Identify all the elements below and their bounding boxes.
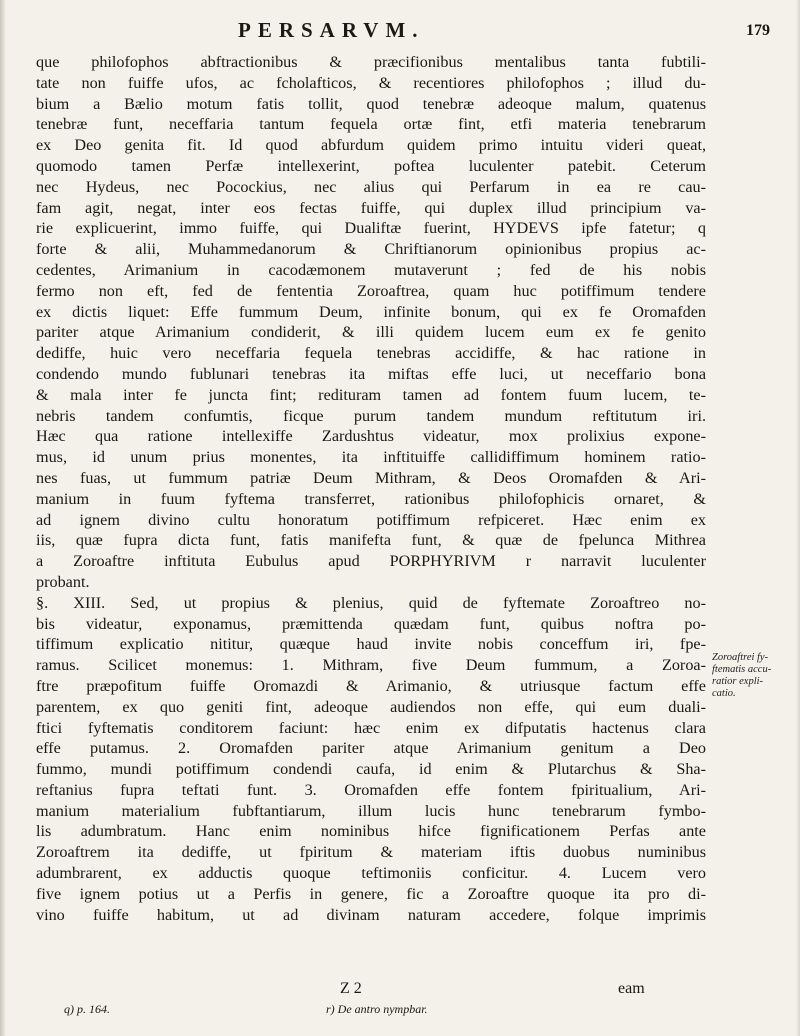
margin-note-line: ftematis accu-: [712, 664, 772, 675]
page-header: [0, 18, 800, 48]
page-number: 179: [746, 22, 770, 39]
text-line: ad ignem divino cultu honoratum potiffimum refpiceret. Hæc enim ex: [36, 510, 706, 529]
margin-note: [712, 652, 794, 700]
text-line: ftici fyftematis conditorem faciunt: hæc enim ex difputatis hactenus clara: [36, 718, 706, 737]
text-line: condendo mundo fublunari tenebras ita miftas effe luci, ut neceffario bona: [36, 364, 706, 383]
text-line: fummo, mundi potiffimum condendi caufa, id enim & Plutarchus & Sha-: [36, 760, 706, 779]
text-line: & mala inter fe juncta fint; redituram tamen ad fontem fuum lucem, te-: [36, 385, 706, 404]
text-line: §. XIII. Sed, ut propius & plenius, quid de fyftemate Zoroaftreo no-: [36, 593, 706, 612]
page-edge-left: [0, 0, 6, 1036]
text-line: bis videatur, exponamus, præmittenda quædam funt, quibus noftra po-: [36, 614, 706, 633]
page-footer: [0, 980, 800, 1024]
page-edge-right: [796, 0, 800, 1036]
text-line: tiffimum explicatio nititur, quæque haud invite nobis conceffum iri, fpe-: [36, 635, 706, 654]
text-line: manium materialium fubftantiarum, illum lucis hunc tenebrarum fymbo-: [36, 801, 706, 820]
text-line: tate non fuiffe ufos, ac fcholafticos, & recentiores philofophos ; illud du-: [36, 73, 706, 92]
text-line: nec Hydeus, nec Pocockius, nec alius qui Perfarum in ea re cau-: [36, 177, 706, 196]
text-line: bium a Bælio motum fatis tollit, quod tenebræ adeoque malum, quatenus: [36, 94, 706, 113]
text-line: mus, id unum prius monentes, ita inftituiffe callidiffimum hominem ratio-: [36, 448, 706, 467]
text-line: nes fuas, ut fummum patriæ Deum Mithram, & Deos Oromafden & Ari-: [36, 468, 706, 487]
text-line: a Zoroaftre inftituta Eubulus apud PORPHYRIVM r narravit luculenter: [36, 552, 706, 571]
text-line: fermo non eft, fed de fententia Zoroaftrea, quam huc potiffimum tendere: [36, 281, 706, 300]
text-line: ex Deo genita fit. Id quod abfurdum quidem primo intuitu videri queat,: [36, 136, 706, 155]
text-line: manium in fuum fyftema transferret, rationibus philofophicis ornaret, &: [36, 489, 706, 508]
text-line: Zoroaftrem ita dediffe, ut fpiritum & materiam iftis duobus numinibus: [36, 843, 706, 862]
text-line: fam agit, negat, inter eos fectas fuiffe, qui duplex illud principium va-: [36, 198, 706, 217]
footnote-q: q) p. 164.: [64, 1002, 110, 1016]
text-line: nebris tandem confumtis, ficque purum tandem mundum reftitutum iri.: [36, 406, 706, 425]
text-line: ftre præpofitum fuiffe Oromazdi & Arimanio, & utriusque factum effe: [36, 676, 706, 695]
running-head: PERSARVM.: [238, 18, 425, 42]
text-line: pariter atque Arimanium condiderit, & illi quidem lucem eum ex fe genito: [36, 323, 706, 342]
catchword: eam: [618, 980, 645, 997]
text-line: rie explicuerint, immo fuiffe, qui Dualiftæ fuerint, HYDEVS ipfe fatetur; q: [36, 219, 706, 238]
text-line: adumbrarent, ex adductis quoque teftimoniis conficitur. 4. Lucem vero: [36, 864, 706, 883]
text-line: probant.: [36, 572, 90, 591]
text-line: ex dictis liquet: Effe fummum Deum, infinite bonum, qui ex fe Oromafden: [36, 302, 706, 321]
text-line: que philofophos abftractionibus & præcifionibus mentalibus tanta fubtili-: [36, 53, 706, 71]
text-line: quomodo tamen Perfæ intellexerint, poftea luculenter patebit. Ceterum: [36, 156, 706, 175]
text-line: tenebræ funt, neceffaria tantum fequela ortæ fint, etfi materia tenebrarum: [36, 115, 706, 134]
text-line: five ignem potius ut a Perfis in genere, fic a Zoroaftre quoque ita pro di-: [36, 884, 706, 903]
margin-note-line: catio.: [712, 688, 736, 699]
footnote-r: r) De antro nympbar.: [326, 1002, 428, 1016]
text-line: iis, quæ fupra dicta funt, fatis manifefta funt, & quæ de fpelunca Mithrea: [36, 531, 706, 550]
text-line: dediffe, huic vero neceffaria fequela tenebras accidiffe, & hac ratione in: [36, 344, 706, 363]
text-line: reftanius fupra teftati funt. 3. Oromafden effe fontem fpiritualium, Ari-: [36, 780, 706, 799]
main-text-block: [36, 52, 706, 925]
text-line: Hæc qua ratione intellexiffe Zardushtus videatur, mox prolixius expone-: [36, 427, 706, 446]
text-line: cedentes, Arimanium in cacodæmonem mutaverunt ; fed de his nobis: [36, 260, 706, 279]
text-line: vino fuiffe habitum, ut ad divinam naturam accedere, folque imprimis: [36, 905, 706, 924]
text-line: ramus. Scilicet monemus: 1. Mithram, five Deum fummum, a Zoroa-: [36, 656, 706, 675]
margin-note-line: Zoroaftrei fy-: [712, 652, 769, 663]
margin-note-line: ratior expli-: [712, 676, 764, 687]
text-line: parentem, ex quo geniti fint, adeoque audiendos non effe, qui eum duali-: [36, 697, 706, 716]
signature-mark: Z 2: [340, 980, 362, 997]
text-line: effe putamus. 2. Oromafden pariter atque Arimanium genitum a Deo: [36, 739, 706, 758]
text-line: lis adumbratum. Hanc enim nominibus hifce fignificationem Perfas ante: [36, 822, 706, 841]
text-line: forte & alii, Muhammedanorum & Chriftianorum opinionibus propius ac-: [36, 240, 706, 259]
